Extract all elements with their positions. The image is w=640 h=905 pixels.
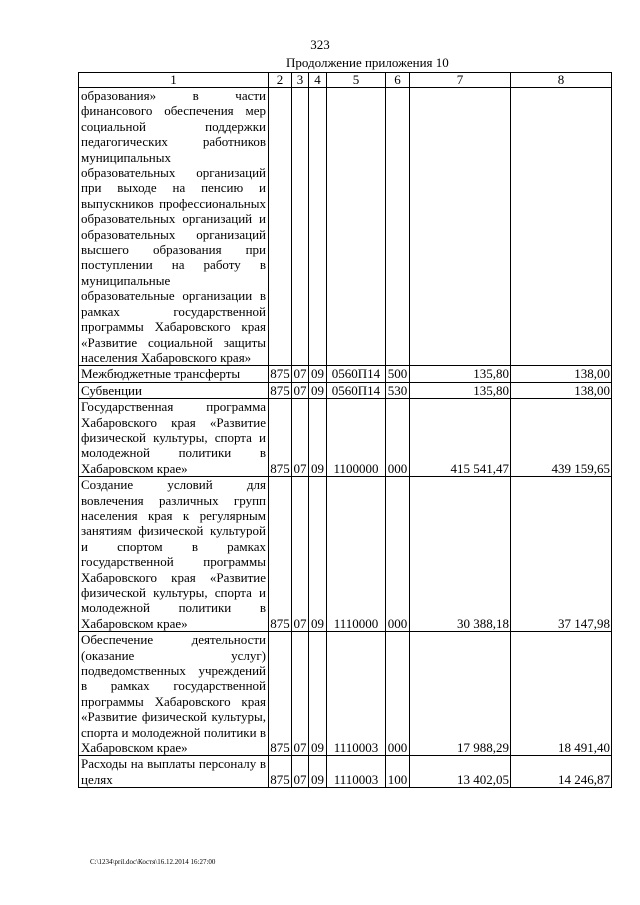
- header-col-8: 8: [511, 73, 612, 88]
- row-name: образования» в части финансового обеспечения мер социальной поддержки педагогических работников муниципальных образовательных организаций при выходе на пенсию и выпускников профессиональных образовательных организаций и образовательных организаций высшего образования при поступлении на работу в муниципальные образовательные организации в рамках государственной программы Хабаровского края «Развитие социальной защиты населения Хабаровского края»: [79, 88, 269, 366]
- cell-col-6: 530: [386, 382, 410, 398]
- footer-file-path: C:\1234\pril.doc\Костя\16.12.2014 16:27:00: [90, 858, 216, 866]
- cell-col-3: 07: [292, 756, 309, 788]
- header-col-5: 5: [327, 73, 386, 88]
- table-row: [79, 632, 612, 756]
- cell-col-3: [292, 88, 309, 366]
- table-row: [79, 382, 612, 398]
- cell-col-6: 000: [386, 399, 410, 477]
- cell-col-4: [309, 88, 327, 366]
- header-col-7: 7: [410, 73, 511, 88]
- cell-col-6: [386, 88, 410, 366]
- cell-col-3: 07: [292, 399, 309, 477]
- cell-col-8: 138,00: [511, 382, 612, 398]
- header-col-1: 1: [79, 73, 269, 88]
- cell-col-6: 000: [386, 477, 410, 632]
- cell-col-7: 30 388,18: [410, 477, 511, 632]
- cell-col-5: 1110003: [327, 632, 386, 756]
- table-header-row: [79, 73, 612, 88]
- cell-col-5: 1110003: [327, 756, 386, 788]
- cell-col-3: 07: [292, 477, 309, 632]
- cell-col-8: 18 491,40: [511, 632, 612, 756]
- budget-table: [78, 72, 612, 788]
- cell-col-2: [269, 88, 292, 366]
- cell-col-3: 07: [293, 382, 307, 398]
- cell-col-4: 09: [309, 632, 327, 756]
- cell-col-3: 07: [293, 366, 307, 382]
- header-col-3: 3: [292, 73, 309, 88]
- cell-col-8: [511, 88, 612, 366]
- cell-col-4: 09: [309, 382, 327, 398]
- header-col-2: 2: [269, 73, 292, 88]
- cell-col-2: 875: [269, 632, 292, 756]
- cell-col-5: 1100000: [327, 399, 386, 477]
- header-col-4: 4: [309, 73, 327, 88]
- cell-col-2: 875: [270, 382, 290, 398]
- cell-col-4: 09: [309, 477, 327, 632]
- cell-col-7: [410, 88, 511, 366]
- row-name: Создание условий для вовлечения различных групп населения края к регулярным занятиям физической культурой и спортом в рамках государственной программы Хабаровского края «Развитие физической культуры, спорта и молодежной политики в Хабаровском крае»: [79, 477, 269, 632]
- cell-col-7: 135,80: [410, 366, 511, 382]
- table-row: [79, 399, 612, 477]
- cell-col-7: 13 402,05: [410, 756, 511, 788]
- cell-col-3: 07: [292, 632, 309, 756]
- cell-col-2: 875: [270, 366, 290, 382]
- cell-col-6: 000: [386, 632, 410, 756]
- table-row: [79, 477, 612, 632]
- cell-col-8: 14 246,87: [511, 756, 612, 788]
- cell-col-6: 500: [386, 366, 410, 382]
- cell-col-7: 415 541,47: [410, 399, 511, 477]
- cell-col-8: 138,00: [511, 366, 612, 382]
- row-name: Расходы на выплаты персоналу в целях: [79, 756, 269, 788]
- cell-col-8: 439 159,65: [511, 399, 612, 477]
- table-row: [79, 366, 612, 382]
- row-name: Государственная программа Хабаровского края «Развитие физической культуры, спорта и молодежной политики в Хабаровском крае»: [79, 399, 269, 477]
- cell-col-6: 100: [386, 756, 410, 788]
- cell-col-2: 875: [269, 756, 292, 788]
- cell-col-4: 09: [309, 756, 327, 788]
- table-row: [79, 756, 612, 788]
- continuation-title: Продолжение приложения 10: [286, 55, 449, 70]
- cell-col-7: 17 988,29: [410, 632, 511, 756]
- row-name: Обеспечение деятельности (оказание услуг) подведомственных учреждений в рамках государственной программы Хабаровского края «Развитие физической культуры, спорта и молодежной политики в Хабаровском крае»: [79, 632, 269, 756]
- cell-col-7: 135,80: [410, 382, 511, 398]
- cell-col-5: [327, 88, 386, 366]
- header-col-6: 6: [386, 73, 410, 88]
- row-name: Субвенции: [79, 382, 269, 398]
- row-name: Межбюджетные трансферты: [79, 366, 269, 382]
- table-row: [79, 88, 612, 366]
- cell-col-5: 1110000: [327, 477, 386, 632]
- cell-col-8: 37 147,98: [511, 477, 612, 632]
- cell-col-5: 0560П14: [327, 366, 386, 382]
- cell-col-5: 0560П14: [327, 382, 386, 398]
- cell-col-2: 875: [269, 477, 292, 632]
- cell-col-4: 09: [309, 366, 327, 382]
- cell-col-4: 09: [309, 399, 327, 477]
- page-number: 323: [310, 37, 330, 52]
- cell-col-2: 875: [269, 399, 292, 477]
